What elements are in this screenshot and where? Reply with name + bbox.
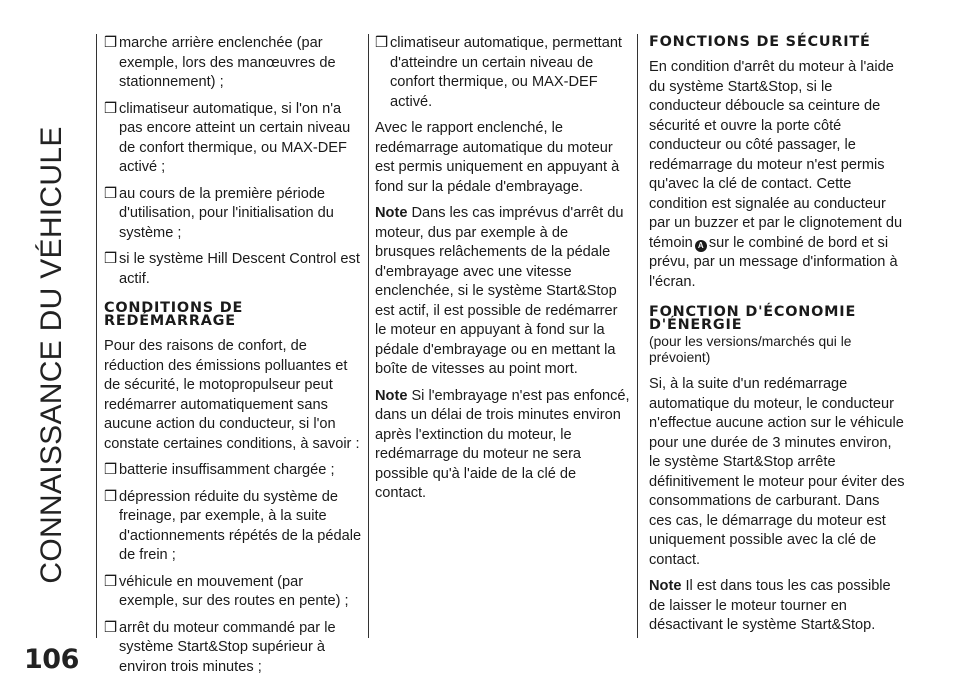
column-divider-middle	[368, 34, 369, 638]
checkbox-bullet-icon: ❒	[104, 462, 118, 478]
bullet-list-restart-conditions	[104, 461, 362, 677]
bullet-text: si le système Hill Descent Control est actif.	[119, 251, 360, 287]
column-2	[375, 34, 631, 511]
checkbox-bullet-icon: ❒	[104, 573, 118, 590]
bullet-item	[104, 488, 362, 566]
warning-light-icon: A	[695, 240, 707, 252]
safety-paragraph	[649, 58, 905, 292]
note-text: Si l'embrayage n'est pas enfoncé, dans un délai de trois minutes environ après l'extinction du moteur, le redémarrage du moteur ne sera possible qu'à l'aide de la clé de contact.	[375, 387, 630, 501]
section-side-title: CONNAISSANCE DU VÉHICULE	[35, 126, 68, 584]
bullet-text: climatiseur automatique, si l'on n'a pas encore atteint un certain niveau de confort thermique, ou MAX-DEF activé ;	[119, 100, 351, 175]
bullet-text: dépression réduite du système de freinage, par exemple, à la suite d'actionnements répétés de la pédale de frein ;	[119, 488, 362, 563]
energy-saving-subheading: (pour les versions/marchés qui le prévoient)	[649, 334, 852, 365]
bullet-item	[104, 34, 362, 93]
column-divider-right	[637, 34, 638, 638]
bullet-text: batterie insuffisamment chargée ;	[119, 462, 335, 478]
gear-restart-paragraph: Avec le rapport enclenché, le redémarrage automatique du moteur est permis uniquement en appuyant à fond sur la pédale d'embrayage.	[375, 120, 620, 195]
note-text: Dans les cas imprévus d'arrêt du moteur, dus par exemple à de brusques relâchements de la pédale d'embrayage avec une vitesse enclenchée, si le système Start&Stop est actif, il est possible de redémarrer le moteur en appuyant à fond sur la pédale d'embrayage ou en mettant la boîte de vitesses au point mort.	[375, 205, 624, 377]
bullet-item	[104, 100, 362, 178]
safety-text-part2: sur le combiné de bord et si prévu, par un message d'information à l'écran.	[649, 234, 898, 290]
safety-text-part1: En condition d'arrêt du moteur à l'aide du système Start&Stop, si le conducteur déboucle sa ceinture de sécurité et ouvre la porte côté conducteur ou côté passager, le redémarrage du moteur n'est permis qu'avec la clé de contact. Cette condition est signalée au conducteur par un buzzer et par le clignotement du témoin	[649, 59, 903, 251]
checkbox-bullet-icon: ❒	[375, 35, 389, 51]
checkbox-bullet-icon: ❒	[104, 619, 118, 636]
bullet-text: climatiseur automatique, permettant d'atteindre un certain niveau de confort thermique, ou MAX-DEF activé.	[390, 35, 622, 110]
note-label: Note	[649, 578, 682, 594]
heading-restart-conditions: CONDITIONS DE REDÉMARRAGE	[104, 300, 244, 329]
bullet-text: arrêt du moteur commandé par le système Start&Stop supérieur à environ trois minutes ;	[119, 619, 336, 675]
bullet-item	[104, 185, 362, 244]
note-paragraph	[375, 387, 631, 504]
bullet-item	[375, 34, 631, 112]
heading-safety-functions: FONCTIONS DE SÉCURITÉ	[649, 34, 871, 50]
column-1	[104, 34, 362, 684]
checkbox-bullet-icon: ❒	[104, 251, 118, 267]
checkbox-bullet-icon: ❒	[104, 100, 118, 117]
column-3	[649, 34, 905, 643]
bullet-text: marche arrière enclenchée (par exemple, lors des manœuvres de stationnement) ;	[119, 35, 336, 90]
note-paragraph	[375, 204, 631, 380]
restart-intro-paragraph: Pour des raisons de confort, de réduction des émissions polluantes et de sécurité, le motopropulseur peut redémarrer automatiquement sans aucune action du conducteur, si l'on constate certaines conditions, à savoir :	[104, 338, 360, 452]
bullet-item	[104, 461, 362, 481]
bullet-item	[104, 250, 362, 289]
bullet-item	[104, 573, 362, 612]
note-text: Il est dans tous les cas possible de laisser le moteur tourner en désactivant le système Start&Stop.	[649, 578, 891, 633]
energy-saving-paragraph: Si, à la suite d'un redémarrage automatique du moteur, le conducteur n'effectue aucune action sur le véhicule pour une durée de 3 minutes environ, le système Start&Stop arrête définitivement le moteur pour éviter des consommations de carburant. Dans ces cas, le démarrage du moteur est uniquement possible avec la clé de contact.	[649, 376, 905, 568]
checkbox-bullet-icon: ❒	[104, 35, 118, 51]
checkbox-bullet-icon: ❒	[104, 488, 118, 505]
column-divider-left	[96, 34, 97, 638]
bullet-item	[104, 619, 362, 678]
note-label: Note	[375, 387, 408, 404]
bullet-text: véhicule en mouvement (par exemple, sur des routes en pente) ;	[119, 573, 349, 609]
note-label: Note	[375, 205, 408, 221]
note-paragraph	[649, 577, 905, 636]
bullet-list-stop-conditions	[104, 34, 362, 289]
bullet-text: au cours de la première période d'utilisation, pour l'initialisation du système ;	[119, 185, 334, 241]
heading-energy-saving: FONCTION D'ÉCONOMIE D'ÉNERGIE	[649, 304, 857, 333]
page-number: 106	[24, 644, 79, 675]
checkbox-bullet-icon: ❒	[104, 185, 118, 202]
